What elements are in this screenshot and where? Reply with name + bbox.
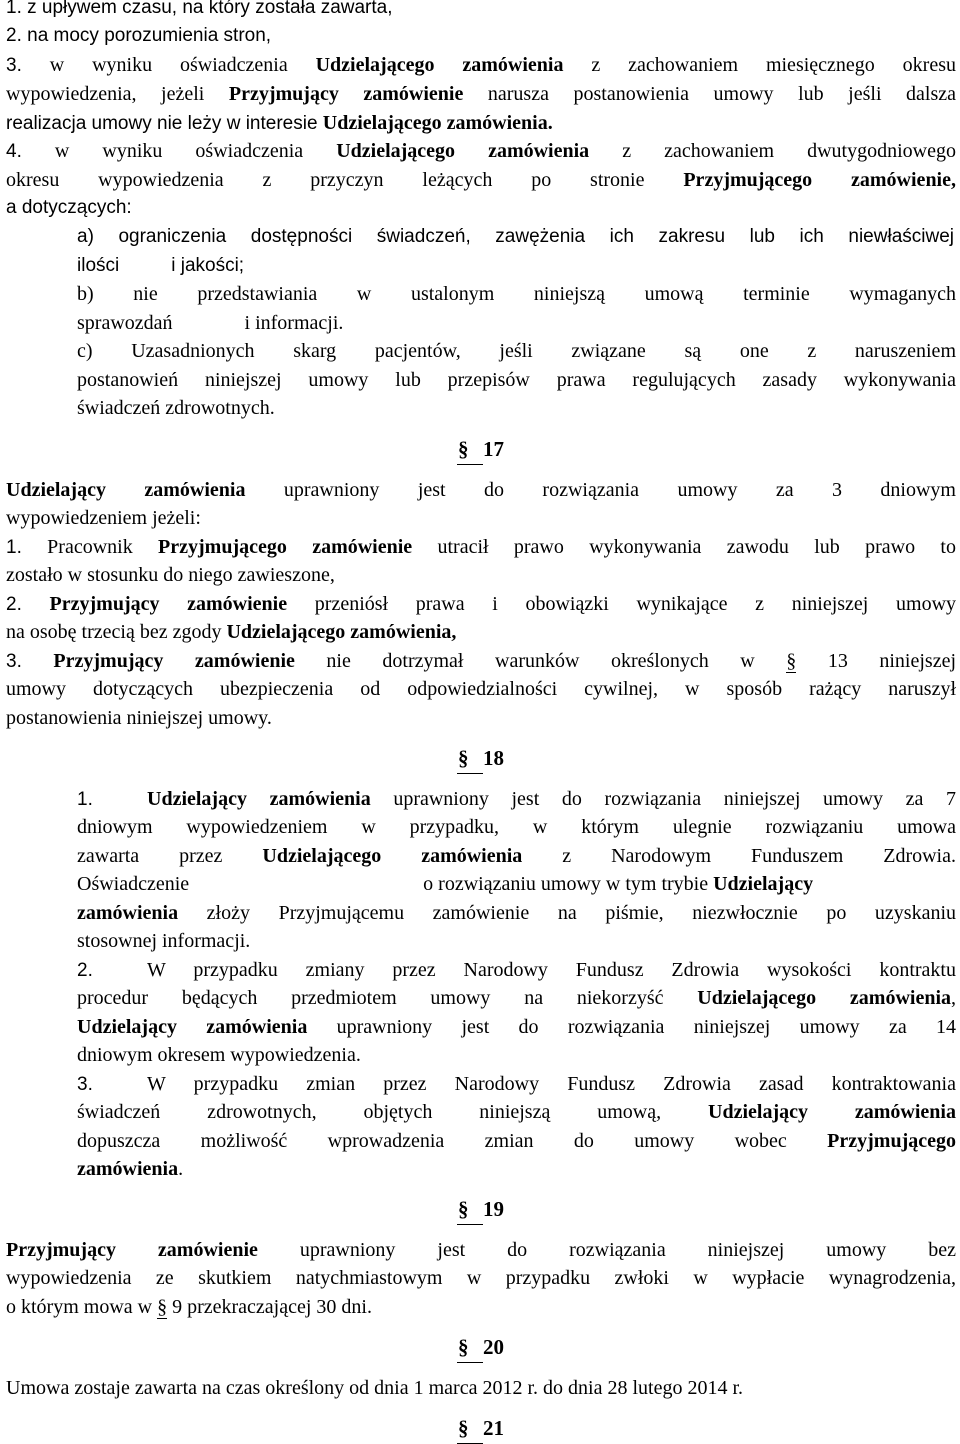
text: Oświadczenie bbox=[77, 873, 190, 895]
text: uprawniony jest do rozwiązania umowy za 3 dniowym bbox=[245, 479, 956, 501]
item-1: 1. z upływem czasu, na który została zawarta, bbox=[6, 0, 393, 18]
party-name: Przyjmujący zamówienie bbox=[228, 83, 464, 105]
text: , bbox=[951, 987, 956, 1009]
text: W przypadku zmian przez Narodowy Fundusz Zdrowia zasad kontraktowania bbox=[147, 1073, 956, 1095]
party-name: Udzielający zamówienia bbox=[147, 788, 371, 810]
point-number: 1. bbox=[6, 537, 22, 558]
s20-line-1: Umowa zostaje zawarta na czas określony od dnia 1 marca 2012 r. do dnia 28 lutego 2014 r. bbox=[6, 1377, 744, 1399]
s18-p3-line-3 bbox=[77, 1127, 956, 1155]
section-18-heading bbox=[457, 743, 504, 774]
text: sprawozdań bbox=[77, 312, 173, 334]
s17-p1-line-1 bbox=[6, 533, 956, 562]
text: narusza postanowienia umowy lub jeśli dalsza bbox=[463, 83, 957, 105]
party-name: Udzielający zamówienia bbox=[77, 1016, 308, 1038]
party-name: Udzielającego zamówienia. bbox=[322, 112, 553, 134]
s18-p1-line-5 bbox=[77, 899, 956, 927]
party-name: Przyjmującego zamówienie bbox=[158, 536, 413, 558]
paragraph-sign: § bbox=[457, 743, 483, 774]
text: złoży Przyjmującemu zamówienie na piśmie, niezwłocznie po uzyskaniu bbox=[178, 902, 956, 924]
party-name: Udzielającego zamówienia bbox=[315, 54, 564, 76]
text: Pracownik bbox=[21, 536, 159, 558]
text: i informacji. bbox=[244, 312, 344, 334]
text: z zachowaniem miesięcznego okresu bbox=[563, 54, 956, 76]
text: o którym mowa w bbox=[6, 1296, 158, 1318]
s17-intro-line-2: wypowiedzeniem jeżeli: bbox=[6, 507, 201, 529]
text: . bbox=[178, 1158, 184, 1180]
item-4-number: 4. bbox=[6, 141, 22, 162]
party-name: Przyjmujący zamówienie bbox=[49, 593, 288, 615]
item-3-line-3 bbox=[6, 109, 553, 138]
s18-p1-line-4 bbox=[77, 870, 956, 898]
text: zawarta przez bbox=[77, 845, 263, 867]
item-3-line-2 bbox=[6, 80, 956, 108]
text: uprawniony jest do rozwiązania niniejszej umowy bez bbox=[257, 1239, 957, 1261]
party-name: Przyjmującego bbox=[827, 1130, 956, 1152]
item-3-line-1 bbox=[6, 51, 956, 80]
party-name: Przyjmujący zamówienie bbox=[6, 1239, 258, 1261]
text: realizacja umowy nie leży w interesie bbox=[6, 113, 323, 134]
s19-line-1 bbox=[6, 1236, 956, 1264]
point-number: 1. bbox=[77, 789, 93, 810]
text: uprawniony jest do rozwiązania niniejszej umowy za 14 bbox=[307, 1016, 956, 1038]
s18-p1-line-6: stosownej informacji. bbox=[77, 930, 251, 952]
party-name: zamówienia bbox=[77, 902, 179, 924]
party-name: Udzielającego zamówienia, bbox=[226, 621, 457, 643]
section-19-heading bbox=[457, 1194, 504, 1225]
s17-p2-line-1 bbox=[6, 590, 956, 619]
party-name: Przyjmującego zamówienie, bbox=[683, 169, 956, 191]
section-20-heading bbox=[457, 1332, 504, 1363]
s18-p2-line-2 bbox=[77, 984, 956, 1012]
party-name: zamówienia bbox=[77, 1158, 179, 1180]
point-number: 3. bbox=[6, 651, 22, 672]
s18-p1-line-3 bbox=[77, 842, 956, 870]
section-number: 19 bbox=[483, 1197, 504, 1221]
paragraph-sign: § bbox=[457, 434, 483, 465]
paragraph-sign: § bbox=[457, 1194, 483, 1225]
s17-p3-line-1 bbox=[6, 647, 956, 676]
paragraph-sign: § bbox=[786, 650, 797, 672]
text: wypowiedzenia, jeżeli bbox=[6, 83, 229, 105]
subitem-c-line-3: świadczeń zdrowotnych. bbox=[77, 397, 275, 419]
s17-p3-line-3: postanowienia niniejszej umowy. bbox=[6, 707, 272, 729]
party-name: Udzielający bbox=[713, 873, 814, 895]
s18-p2-line-1 bbox=[77, 956, 956, 985]
item-2: 2. na mocy porozumienia stron, bbox=[6, 25, 272, 46]
s18-p3-line-4 bbox=[77, 1155, 183, 1183]
party-name: Udzielający zamówienia bbox=[708, 1101, 956, 1123]
text: okresu wypowiedzenia z przyczyn leżących po stronie bbox=[6, 169, 684, 191]
text: z zachowaniem dwutygodniowego bbox=[589, 140, 956, 162]
text: uprawniony jest do rozwiązania niniejszej umowy za 7 bbox=[370, 788, 956, 810]
s18-p3-line-2 bbox=[77, 1098, 956, 1126]
section-number: 21 bbox=[483, 1416, 504, 1440]
text: w wyniku oświadczenia bbox=[21, 140, 337, 162]
text: o rozwiązaniu umowy w tym trybie bbox=[423, 873, 714, 895]
section-21-heading bbox=[457, 1413, 504, 1444]
item-4-line-1 bbox=[6, 137, 956, 166]
text: W przypadku zmiany przez Narodowy Fundusz Zdrowia wysokości kontraktu bbox=[147, 959, 956, 981]
item-4-line-3: a dotyczących: bbox=[6, 197, 132, 218]
s17-intro-line-1 bbox=[6, 476, 956, 504]
party-name: Udzielającego zamówienia bbox=[697, 987, 951, 1009]
party-name: Udzielającego zamówienia bbox=[336, 140, 590, 162]
section-17-heading bbox=[457, 434, 504, 465]
text: utracił prawo wykonywania zawodu lub prawo to bbox=[412, 536, 956, 558]
subitem-a-line-2 bbox=[77, 252, 244, 280]
section-number: 20 bbox=[483, 1335, 504, 1359]
party-name: Przyjmujący zamówienie bbox=[53, 650, 295, 672]
text: na osobę trzecią bez zgody bbox=[6, 621, 227, 643]
subitem-a-line-1: a) ograniczenia dostępności świadczeń, zawężenia ich zakresu lub ich niewłaściwej bbox=[77, 226, 954, 247]
subitem-b-line-1: b) nie przedstawiania w ustalonym niniejszą umową terminie wymaganych bbox=[77, 283, 956, 305]
text: ilości bbox=[77, 255, 120, 276]
text: procedur będących przedmiotem umowy na niekorzyść bbox=[77, 987, 698, 1009]
text: z Narodowym Funduszem Zdrowia. bbox=[522, 845, 956, 867]
section-number: 17 bbox=[483, 437, 504, 461]
subitem-c-line-1: c) Uzasadnionych skarg pacjentów, jeśli związane są one z naruszeniem bbox=[77, 340, 956, 362]
point-number: 3. bbox=[77, 1074, 93, 1095]
text: 9 przekraczającej 30 dni. bbox=[167, 1296, 372, 1318]
s17-p1-line-2: zostało w stosunku do niego zawieszone, bbox=[6, 564, 335, 586]
paragraph-sign: § bbox=[457, 1413, 483, 1444]
item-3-number: 3. bbox=[6, 55, 22, 76]
s19-line-2: wypowiedzenia ze skutkiem natychmiastowym w przypadku zwłoki w wypłacie wynagrodzenia, bbox=[6, 1267, 956, 1289]
s18-p2-line-3 bbox=[77, 1013, 956, 1041]
s19-line-3 bbox=[6, 1293, 372, 1321]
s18-p1-line-1 bbox=[77, 785, 956, 814]
paragraph-sign: § bbox=[157, 1296, 168, 1318]
subitem-c-line-2: postanowień niniejszej umowy lub przepisów prawa regulujących zasady wykonywania bbox=[77, 369, 956, 391]
text: 13 niniejszej bbox=[827, 650, 957, 672]
point-number: 2. bbox=[77, 960, 93, 981]
s17-p2-line-2 bbox=[6, 618, 456, 646]
text: nie dotrzymał warunków określonych w bbox=[294, 650, 755, 672]
text: i jakości; bbox=[171, 255, 245, 276]
item-4-line-2 bbox=[6, 166, 956, 194]
s18-p2-line-4: dniowym okresem wypowiedzenia. bbox=[77, 1044, 361, 1066]
text: w wyniku oświadczenia bbox=[21, 54, 316, 76]
party-name: Udzielający zamówienia bbox=[6, 479, 246, 501]
s17-p3-line-2: umowy dotyczących ubezpieczenia od odpowiedzialności cywilnej, w sposób rażący naruszył bbox=[6, 678, 956, 700]
s18-p3-line-1 bbox=[77, 1070, 956, 1099]
text: świadczeń zdrowotnych, objętych niniejszą umową, bbox=[77, 1101, 709, 1123]
section-number: 18 bbox=[483, 746, 504, 770]
text: dopuszcza możliwość wprowadzenia zmian do umowy wobec bbox=[77, 1130, 828, 1152]
text: przeniósł prawa i obowiązki wynikające z niniejszej umowy bbox=[287, 593, 957, 615]
point-number: 2. bbox=[6, 594, 22, 615]
paragraph-sign: § bbox=[457, 1332, 483, 1363]
party-name: Udzielającego zamówienia bbox=[262, 845, 523, 867]
s18-p1-line-2: dniowym wypowiedzeniem w przypadku, w którym ulegnie rozwiązaniu umowa bbox=[77, 816, 956, 838]
subitem-b-line-2 bbox=[77, 309, 343, 337]
